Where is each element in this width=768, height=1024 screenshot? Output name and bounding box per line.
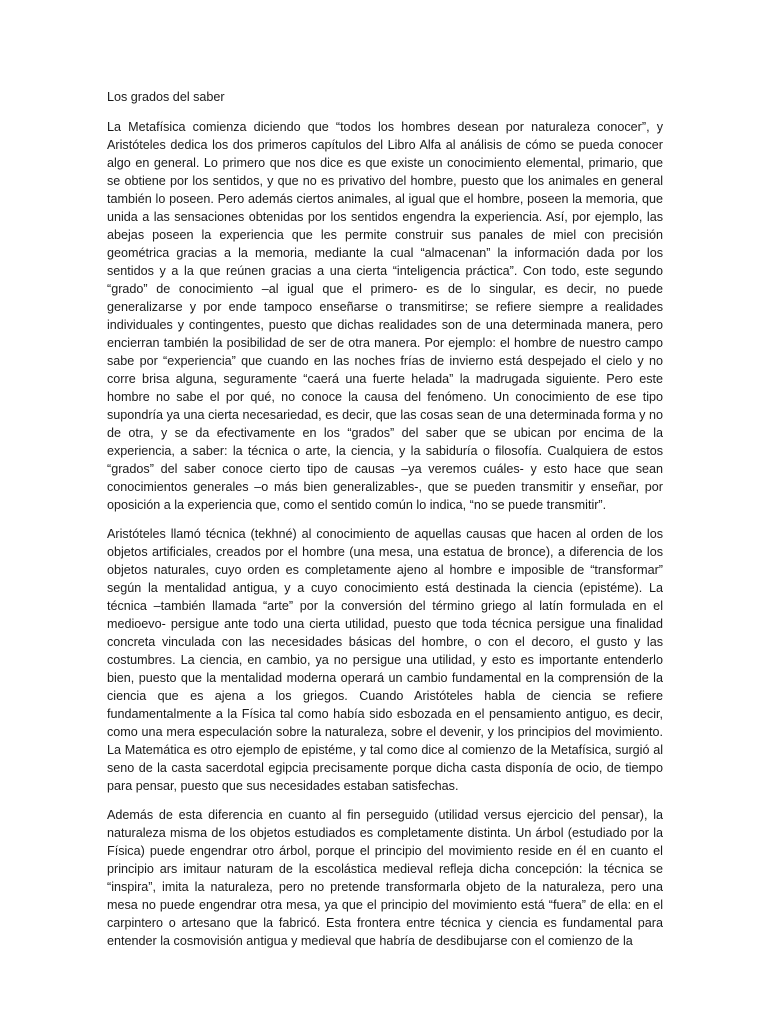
document-title: Los grados del saber bbox=[107, 90, 225, 104]
paragraph-2: Aristóteles llamó técnica (tekhné) al conocimiento de aquellas causas que hacen al orden de los objetos artificiales, creados por el hombre (una mesa, una estatua de bronce), a diferencia de los objetos naturales, cuyo orden es completamente ajeno al hombre e imposible de “transformar” según la mentalidad antigua, y a cuyo conocimiento está destinada la ciencia (epistéme). La técnica –también llamada “arte” por la conversión del término griego al latín formulada en el medioevo- persigue ante todo una cierta utilidad, puesto que toda técnica persigue una finalidad concreta vinculada con las necesidades básicas del hombre, o con el decoro, el gusto y las costumbres. La ciencia, en cambio, ya no persigue una utilidad, y esto es importante entenderlo bien, puesto que la mentalidad moderna operará un cambio fundamental en la comprensión de la ciencia que es ajena a los griegos. Cuando Aristóteles habla de ciencia se refiere fundamentalmente a la Física tal como había sido esbozada en el pensamiento antiguo, es decir, como una mera especulación sobre la naturaleza, sobre el devenir, y los principios del movimiento. La Matemática es otro ejemplo de epistéme, y tal como dice al comienzo de la Metafísica, surgió al seno de la casta sacerdotal egipcia precisamente porque dicha casta disponía de ocio, de tiempo para pensar, puesto que sus necesidades estaban satisfechas. bbox=[107, 527, 663, 793]
paragraph-1: La Metafísica comienza diciendo que “todos los hombres desean por naturaleza conocer”, y Aristóteles dedica los dos primeros capítulos del Libro Alfa al análisis de cómo se pueda conocer algo en general. Lo primero que nos dice es que existe un conocimiento elemental, primario, que se obtiene por los sentidos, y que no es privativo del hombre, puesto que los animales en general también lo poseen. Pero además ciertos animales, al igual que el hombre, poseen la memoria, que unida a las sensaciones obtenidas por los sentidos engendra la experiencia. Así, por ejemplo, las abejas poseen la experiencia que les permite construir sus panales de miel con precisión geométrica gracias a la memoria, mediante la cual “almacenan” la información dada por los sentidos y a la que reúnen gracias a una cierta “inteligencia práctica”. Con todo, este segundo “grado” de conocimiento –al igual que el primero- es de lo singular, es decir, no puede generalizarse y por ende tampoco enseñarse o transmitirse; se refiere siempre a realidades individuales y contingentes, puesto que dichas realidades son de una determinada manera, pero encierran también la posibilidad de ser de otra manera. Por ejemplo: el hombre de nuestro campo sabe por “experiencia” que cuando en las noches frías de invierno está despejado el cielo y no corre brisa alguna, seguramente “caerá una fuerte helada” la madrugada siguiente. Pero este hombre no sabe el por qué, no conoce la causa del fenómeno. Un conocimiento de ese tipo supondría ya una cierta necesariedad, es decir, que las cosas sean de una determinada forma y no de otra, y se da efectivamente en los “grados” del saber que se ubican por encima de la experiencia, a saber: la técnica o arte, la ciencia, y la sabiduría o filosofía. Cualquiera de estos “grados” del saber conoce cierto tipo de causas –ya veremos cuáles- y esto hace que sean conocimientos generales –o más bien generalizables-, que se pueden transmitir y enseñar, por oposición a la experiencia que, como el sentido común lo indica, “no se puede transmitir”. bbox=[107, 120, 663, 512]
paragraph-3: Además de esta diferencia en cuanto al fin perseguido (utilidad versus ejercicio del pensar), la naturaleza misma de los objetos estudiados es completamente distinta. Un árbol (estudiado por la Física) puede engendrar otro árbol, porque el principio del movimiento reside en él en cuanto el principio ars imitaur naturam de la escolástica medieval refleja dicha concepción: la técnica se “inspira”, imita la naturaleza, pero no pretende transformarla objeto de la naturaleza, pero una mesa no puede engendrar otra mesa, ya que el principio del movimiento está “fuera” de ella: en el carpintero o artesano que la fabricó. Esta frontera entre técnica y ciencia es fundamental para entender la cosmovisión antigua y medieval que habría de desdibujarse con el comienzo de la bbox=[107, 808, 663, 948]
document-page bbox=[107, 88, 663, 961]
